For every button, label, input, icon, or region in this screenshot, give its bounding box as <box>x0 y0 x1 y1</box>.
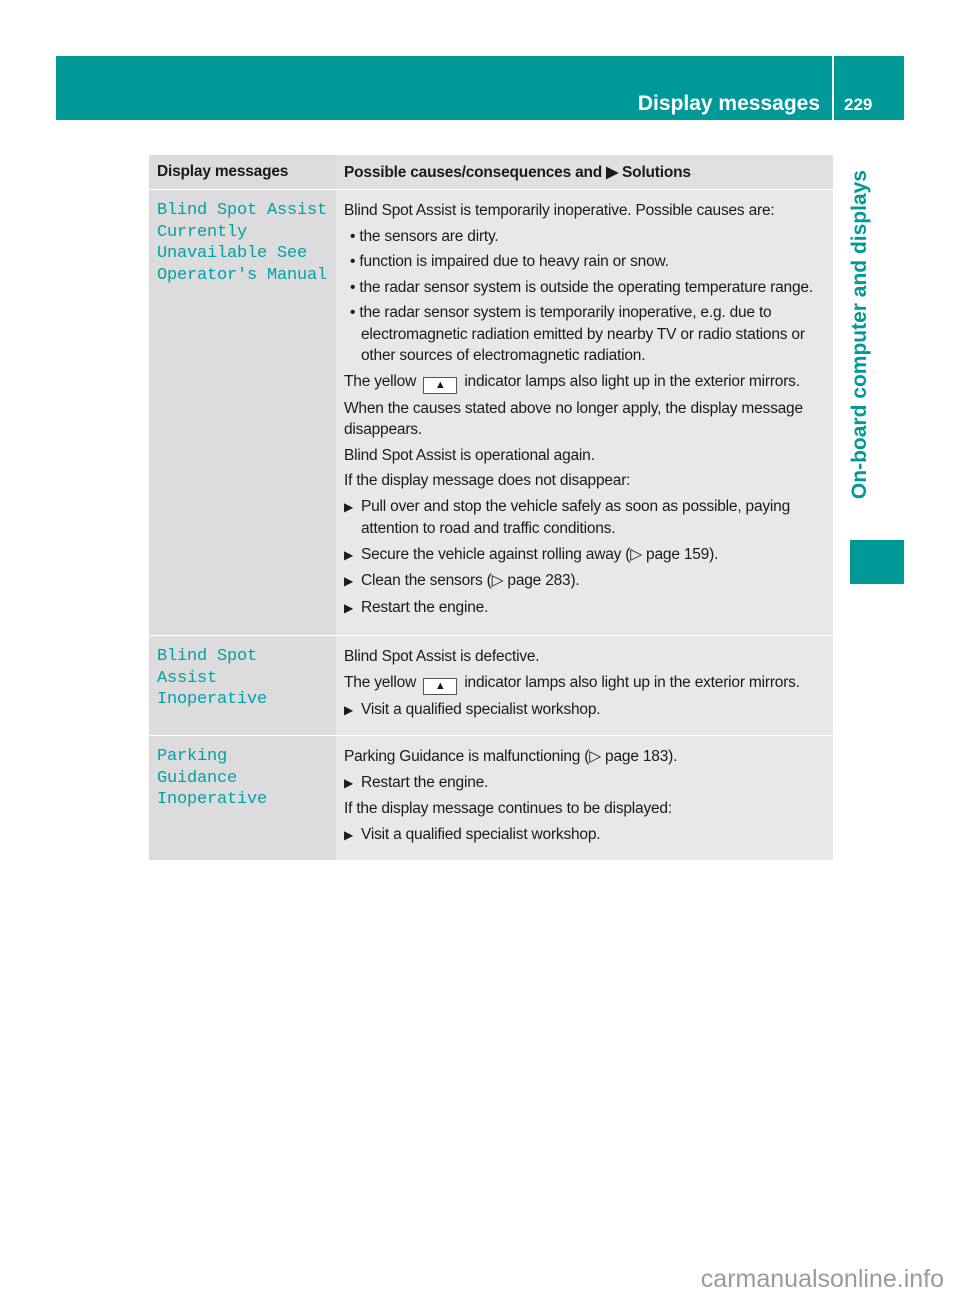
message-text: Blind Spot Assist Currently Unavailable See Operator's Manual <box>157 201 328 285</box>
action-step: ▶ Pull over and stop the vehicle safely as soon as possible, paying attention to road and traffic conditions. <box>344 497 791 537</box>
table-header <box>149 155 833 190</box>
message-text: Parking Guidance Inoperative <box>157 747 268 809</box>
cause-bullet: • the sensors are dirty. <box>350 227 499 245</box>
cause-bullet: • the radar sensor system is outside the operating temperature range. <box>350 278 813 296</box>
action-step: ▶ Restart the engine. <box>344 772 825 795</box>
cause-intro: Blind Spot Assist is defective. <box>344 648 540 665</box>
display-messages-table <box>149 155 833 861</box>
table-row <box>149 736 833 861</box>
action-step: ▶ Secure the vehicle against rolling away (▷ page 159). <box>344 544 825 567</box>
action-arrow-icon: ▶ <box>344 775 354 790</box>
table-row <box>149 190 833 636</box>
action-arrow-icon: ▶ <box>344 702 354 717</box>
lamp-note: The yellow ▲ indicator lamps also light up in the exterior mirrors. <box>344 672 825 695</box>
solution-arrow-icon: ▶ <box>606 163 618 181</box>
action-arrow-icon: ▶ <box>344 547 354 562</box>
action-step: ▶ Visit a qualified specialist workshop. <box>344 699 825 722</box>
header-bar <box>56 56 832 120</box>
col-header-text: Possible causes/consequences and <box>344 163 603 181</box>
message-text: Blind Spot Assist Inoperative <box>157 647 268 709</box>
lamp-note: The yellow ▲ indicator lamps also light up in the exterior mirrors. <box>344 371 825 394</box>
blind-spot-warning-icon: ▲ <box>423 678 457 695</box>
paragraph: When the causes stated above no longer apply, the display message disappears. <box>344 399 803 438</box>
cause-bullet: • function is impaired due to heavy rain or snow. <box>350 253 669 270</box>
cause-bullet: • the radar sensor system is temporarily inoperative, e.g. due to electromagnetic radiation emitted by nearby TV or radio stations or other sources of electromagnetic radiation. <box>350 304 805 364</box>
paragraph: If the display message continues to be displayed: <box>344 800 672 817</box>
watermark: carmanualsonline.info <box>700 1265 944 1293</box>
cause-intro: Parking Guidance is malfunctioning (▷ page 183). <box>344 748 678 765</box>
action-step: ▶ Visit a qualified specialist workshop. <box>344 824 825 847</box>
table-row <box>149 636 833 736</box>
section-title: Display messages <box>637 92 820 115</box>
action-arrow-icon: ▶ <box>344 600 354 615</box>
page-number-box <box>834 56 904 120</box>
side-tab-marker <box>850 540 904 584</box>
action-arrow-icon: ▶ <box>344 499 354 514</box>
action-arrow-icon: ▶ <box>344 827 354 842</box>
side-tab <box>848 170 876 530</box>
col-header-solutions-text: Solutions <box>622 163 691 181</box>
action-step: ▶ Restart the engine. <box>344 597 825 620</box>
side-tab-label: On-board computer and displays <box>848 170 871 500</box>
paragraph: If the display message does not disappear: <box>344 472 631 489</box>
col-header-solutions <box>336 155 833 190</box>
blind-spot-warning-icon: ▲ <box>423 377 457 394</box>
page-number: 229 <box>844 95 873 114</box>
cause-intro: Blind Spot Assist is temporarily inoperative. Possible causes are: <box>344 202 775 219</box>
col-header-messages: Display messages <box>149 155 336 190</box>
paragraph: Blind Spot Assist is operational again. <box>344 446 595 464</box>
action-arrow-icon: ▶ <box>344 574 354 588</box>
action-step: ▶ Clean the sensors (▷ page 283). <box>344 570 825 593</box>
